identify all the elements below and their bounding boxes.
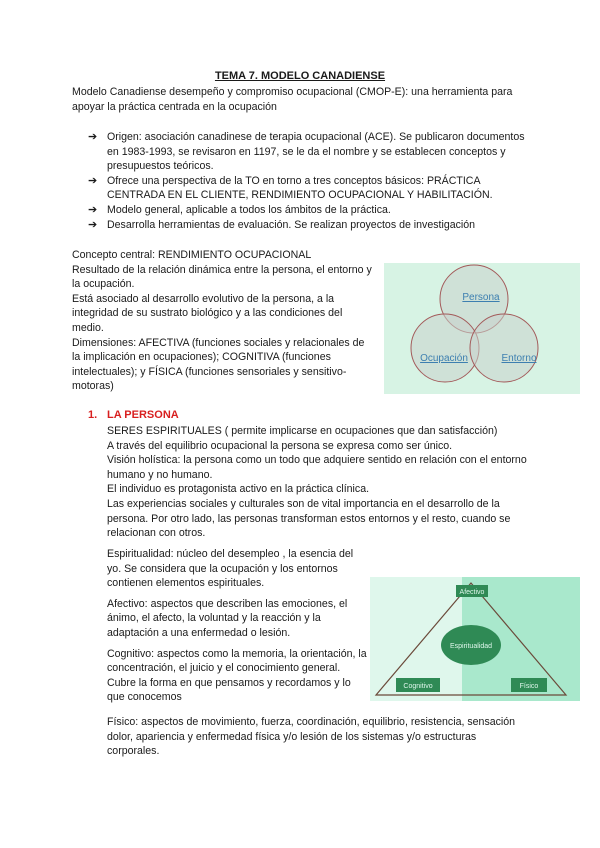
dim-fisico: Físico: aspectos de movimiento, fuerza, coordinación, equilibrio, resistencia, sensación dolor, apariencia y enfermedad física y/o lesión de los sistemas y/o estructuras corporales. [107,716,516,758]
arrow-icon: ➔ [88,131,98,143]
bullet-item [88,174,533,203]
bullet-text: Modelo general, aplicable a todos los ámbitos de la práctica. [107,203,391,216]
concept-block [72,248,372,394]
triangle-diagram [370,577,580,701]
triangle-label-cognitivo: Cognitivo [403,683,433,690]
dim-afectivo: Afectivo: aspectos que describen las emociones, el ánimo, el afecto, la voluntad y la reacción y la adaptación a una enfermedad o lesión. [107,597,348,639]
arrow-icon: ➔ [88,218,98,231]
persona-line: El individuo es protagonista activo en la práctica clínica. [107,483,370,496]
concept-associated: Está asociado al desarrollo evolutivo de la persona, a la integridad de su sustrato biológico y a las condiciones del medio. [72,292,343,334]
venn-label-entorno: Entorno [501,353,537,364]
concept-result: Resultado de la relación dinámica entre la persona, el entorno y la ocupación. [72,263,372,291]
persona-line: SERES ESPIRITUALES ( permite implicarse en ocupaciones que dan satisfacción) [107,425,498,437]
dim-cognitivo: Cognitivo: aspectos como la memoria, la orientación, la concentración, el juicio y el conocimiento general. Cubre la forma en que pensamos y recordamos y lo que conocemos [107,647,367,704]
persona-line: Visión holística: la persona como un todo que adquiere sentido en relación con el entorno humano y no humano. [107,454,527,481]
triangle-label-fisico: Físico [519,683,539,690]
triangle-label-espiritualidad: Espiritualidad [449,643,493,650]
venn-diagram [384,263,580,394]
section-title: LA PERSONA [107,409,179,421]
bullet-item [88,203,533,218]
triangle-label-afectivo: Afectivo [459,589,485,596]
bullet-item [88,218,533,233]
concept-central: Concepto central: RENDIMIENTO OCUPACIONAL [72,249,312,261]
bullet-text: Desarrolla herramientas de evaluación. Se realizan proyectos de investigación [107,218,476,231]
page-title: TEMA 7. MODELO CANADIENSE [214,70,386,82]
dimensions-detail [107,547,367,711]
bullet-list [88,130,533,232]
venn-label-ocupacion: Ocupación [420,353,468,364]
bullet-text: Origen: asociación canadinese de terapia ocupacional (ACE). Se publicaron documentos en 1983-1993, se revisaron en 1197, se le da el nombre y se establecen conceptos y presupuestos teóricos. [107,131,525,173]
venn-label-persona: Persona [462,292,500,303]
venn-circle-ocupacion [411,314,479,382]
bullet-text: Ofrece una perspectiva de la TO en torno a tres conceptos básicos: PRÁCTICA CENTRADA EN EL CLIENTE, RENDIMIENTO OCUPACIONAL Y HABILITACIÓN. [107,174,493,202]
arrow-icon: ➔ [88,203,98,216]
dim-fisico-block [107,715,527,759]
section-number: 1. [88,409,98,421]
persona-line: Las experiencias sociales y culturales son de vital importancia en el desarrollo de la persona. Por otro lado, las personas transforman estos entornos y el resto, cuando se relacionan con otros. [107,497,511,540]
arrow-icon: ➔ [88,174,98,187]
section-heading [88,409,179,421]
persona-line: A través del equilibrio ocupacional la persona se expresa como ser único. [107,439,453,452]
dim-espiritualidad: Espiritualidad: núcleo del desempleo , la esencia del yo. Se considera que la ocupación y los entornos contienen elementos espirituales. [107,548,354,590]
intro-paragraph: Modelo Canadiense desempeño y compromiso ocupacional (CMOP-E): una herramienta para apoyar la práctica centrada en la ocupación [72,86,513,113]
venn-circle-entorno [470,314,538,382]
bullet-item [88,130,533,174]
concept-dimensions: Dimensiones: AFECTIVA (funciones sociales y relacionales de la implicación en ocupaciones); COGNITIVA (funciones intelectuales); y FÍSICA (funciones sensoriales y sensitivo-motoras) [72,336,365,393]
persona-body [107,424,529,541]
